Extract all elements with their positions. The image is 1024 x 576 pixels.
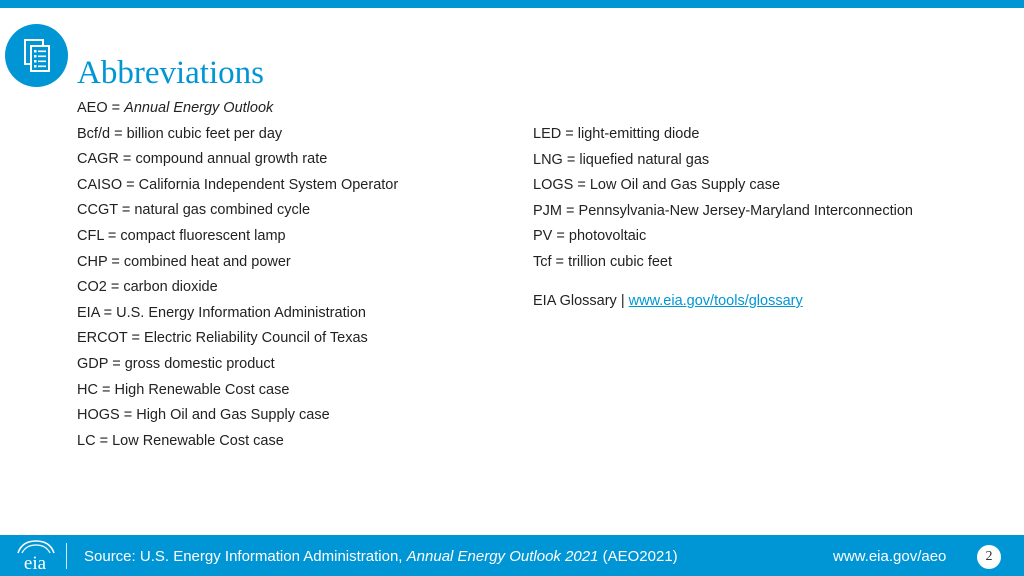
abbreviation-list-left [77,100,398,458]
eia-logo [12,539,58,573]
abbreviation-row [77,177,398,203]
abbreviation-term: HOGS [77,407,120,424]
abbreviation-term: PJM [533,202,562,219]
glossary-label: EIA Glossary | [533,293,629,309]
abbreviation-separator: = [127,330,145,347]
abbreviation-separator: = [122,176,139,193]
page-number-badge: 2 [977,545,1001,569]
glossary-link[interactable]: www.eia.gov/tools/glossary [628,293,803,309]
abbreviation-row [533,228,913,254]
abbreviation-separator: = [106,279,124,296]
abbreviation-row [77,279,398,305]
abbreviation-definition: trillion cubic feet [568,253,673,270]
abbreviation-definition: U.S. Energy Information Administration [116,304,366,321]
abbreviation-term: CAGR [77,151,119,168]
abbreviation-term: CHP [77,253,108,270]
abbreviation-row [77,151,398,177]
abbreviation-separator: = [108,355,125,372]
abbreviation-term: HC [77,381,98,398]
source-citation [84,548,678,565]
footer-url[interactable]: www.eia.gov/aeo [833,548,947,565]
abbreviation-definition: light-emitting diode [577,126,700,142]
abbreviation-definition: compact fluorescent lamp [120,227,286,244]
abbreviation-definition: combined heat and power [123,253,291,270]
abbreviation-definition: Low Renewable Cost case [112,432,284,449]
abbreviation-separator: = [561,126,578,142]
abbreviation-separator: = [117,202,135,219]
abbreviation-row [77,433,398,459]
footer-bar [0,535,1024,576]
abbreviation-separator: = [99,304,117,321]
abbreviation-definition: liquefied natural gas [579,151,710,168]
abbreviation-separator: = [552,228,569,245]
abbreviation-definition: natural gas combined cycle [134,202,311,219]
abbreviation-definition: Annual Energy Outlook [124,100,274,116]
abbreviation-term: ERCOT [77,330,128,347]
abbreviation-term: Tcf [533,253,552,270]
page-title: Abbreviations [77,55,264,91]
abbreviation-separator: = [573,177,590,194]
abbreviation-row [77,126,398,152]
abbreviation-separator: = [118,151,136,168]
abbreviation-row [77,407,398,433]
abbreviation-separator: = [103,227,121,244]
abbreviation-term: LC [77,432,96,449]
document-icon [5,24,68,87]
abbreviation-row [77,330,398,356]
abbreviation-definition: High Renewable Cost case [114,381,290,398]
abbreviation-separator: = [562,151,580,168]
abbreviation-definition: compound annual growth rate [135,151,328,168]
abbreviation-term: LED [533,126,562,142]
abbreviation-term: LOGS [533,177,574,194]
abbreviation-row [77,202,398,228]
abbreviation-separator: = [107,100,125,116]
abbreviation-row [77,305,398,331]
abbreviation-separator: = [110,125,127,142]
abbreviation-definition: billion cubic feet per day [126,125,283,142]
abbreviation-separator: = [107,253,124,270]
abbreviation-term: GDP [77,355,109,372]
abbreviation-separator: = [97,381,115,398]
abbreviation-term: AEO [77,100,108,116]
top-accent-bar [0,0,1024,8]
abbreviation-row [77,254,398,280]
source-title: Annual Energy Outlook 2021 [406,548,599,565]
abbreviation-term: CFL [77,227,104,244]
abbreviation-term: CCGT [77,202,118,219]
abbreviation-term: CO2 [77,279,107,296]
abbreviation-term: CAISO [77,176,123,193]
abbreviation-definition: Electric Reliability Council of Texas [144,330,368,347]
abbreviation-definition: photovoltaic [568,228,647,245]
logo-text: eia [23,553,47,573]
abbreviation-list-right [533,126,913,280]
abbreviation-separator: = [95,432,113,449]
abbreviation-separator: = [119,407,137,424]
abbreviation-term: LNG [533,151,563,168]
abbreviation-row [533,152,913,178]
source-suffix: (AEO2021) [598,548,678,565]
abbreviation-separator: = [551,253,569,270]
abbreviation-row [533,177,913,203]
abbreviation-row [533,254,913,280]
abbreviation-definition: California Independent System Operator [138,176,399,193]
abbreviation-row [533,126,913,152]
abbreviation-term: Bcf/d [77,125,111,142]
abbreviation-row [77,356,398,382]
abbreviation-definition: Pennsylvania-New Jersey-Maryland Interconnection [578,202,913,219]
glossary-line [533,293,803,309]
footer-divider [66,543,67,569]
abbreviation-definition: Low Oil and Gas Supply case [589,177,781,194]
abbreviation-row [77,228,398,254]
abbreviation-row [77,100,398,126]
abbreviation-row [533,203,913,229]
abbreviation-definition: carbon dioxide [123,279,218,296]
abbreviation-row [77,382,398,408]
abbreviation-term: PV [533,228,553,245]
abbreviation-definition: gross domestic product [124,355,275,372]
source-prefix: Source: U.S. Energy Information Administration, [84,548,407,565]
abbreviation-separator: = [562,202,579,219]
abbreviation-definition: High Oil and Gas Supply case [136,407,330,424]
abbreviation-term: EIA [77,304,100,321]
